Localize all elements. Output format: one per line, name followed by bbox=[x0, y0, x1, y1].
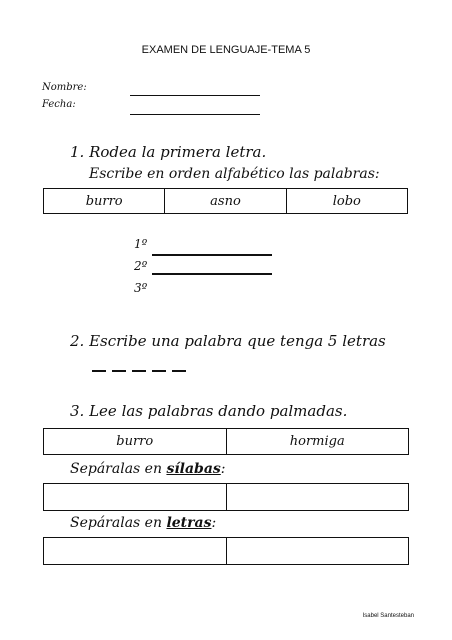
word-cell: asno bbox=[165, 189, 286, 214]
silabas-answer-cell[interactable] bbox=[226, 484, 409, 511]
letras-prefix: Sepáralas en bbox=[70, 515, 167, 531]
silabas-instruction bbox=[70, 461, 226, 477]
letras-answer-table bbox=[43, 537, 409, 565]
word-cell: burro bbox=[44, 189, 165, 214]
letras-answer-cell[interactable] bbox=[226, 538, 409, 565]
letras-word: letras bbox=[166, 515, 212, 531]
letras-colon: : bbox=[211, 515, 217, 531]
nombre-field[interactable] bbox=[130, 95, 260, 96]
nombre-label: Nombre: bbox=[42, 82, 87, 93]
page-title: EXAMEN DE LENGUAJE-TEMA 5 bbox=[141, 44, 311, 56]
q1-word-table bbox=[43, 188, 408, 214]
letras-instruction bbox=[70, 515, 216, 531]
letter-blank[interactable] bbox=[172, 370, 186, 372]
ordinal-2: 2º bbox=[134, 259, 148, 273]
fecha-field[interactable] bbox=[130, 114, 260, 115]
answer-line-1[interactable] bbox=[152, 254, 272, 256]
letter-blank[interactable] bbox=[132, 370, 146, 372]
question-2-title: 2. Escribe una palabra que tenga 5 letras bbox=[70, 332, 386, 350]
silabas-prefix: Sepáralas en bbox=[70, 461, 167, 477]
answer-line-2[interactable] bbox=[152, 273, 272, 275]
fecha-label: Fecha: bbox=[42, 99, 76, 110]
letras-answer-cell[interactable] bbox=[44, 538, 227, 565]
question-3-title: 3. Lee las palabras dando palmadas. bbox=[70, 402, 348, 420]
question-1-instruction: Escribe en orden alfabético las palabras: bbox=[89, 166, 380, 182]
author-footer: Isabel Santesteban bbox=[362, 613, 414, 619]
silabas-word: sílabas bbox=[166, 461, 221, 477]
q3-word-table bbox=[43, 428, 409, 455]
word-cell: hormiga bbox=[226, 429, 409, 455]
silabas-answer-cell[interactable] bbox=[44, 484, 227, 511]
word-cell: burro bbox=[44, 429, 227, 455]
silabas-answer-table bbox=[43, 483, 409, 511]
word-cell: lobo bbox=[286, 189, 407, 214]
ordinal-3: 3º bbox=[134, 281, 148, 295]
letter-blank[interactable] bbox=[152, 370, 166, 372]
ordinal-1: 1º bbox=[134, 237, 148, 251]
letter-blank[interactable] bbox=[92, 370, 106, 372]
silabas-colon: : bbox=[220, 461, 226, 477]
letter-blank[interactable] bbox=[112, 370, 126, 372]
letter-blanks[interactable] bbox=[92, 370, 192, 376]
question-1-title: 1. Rodea la primera letra. bbox=[70, 143, 267, 161]
